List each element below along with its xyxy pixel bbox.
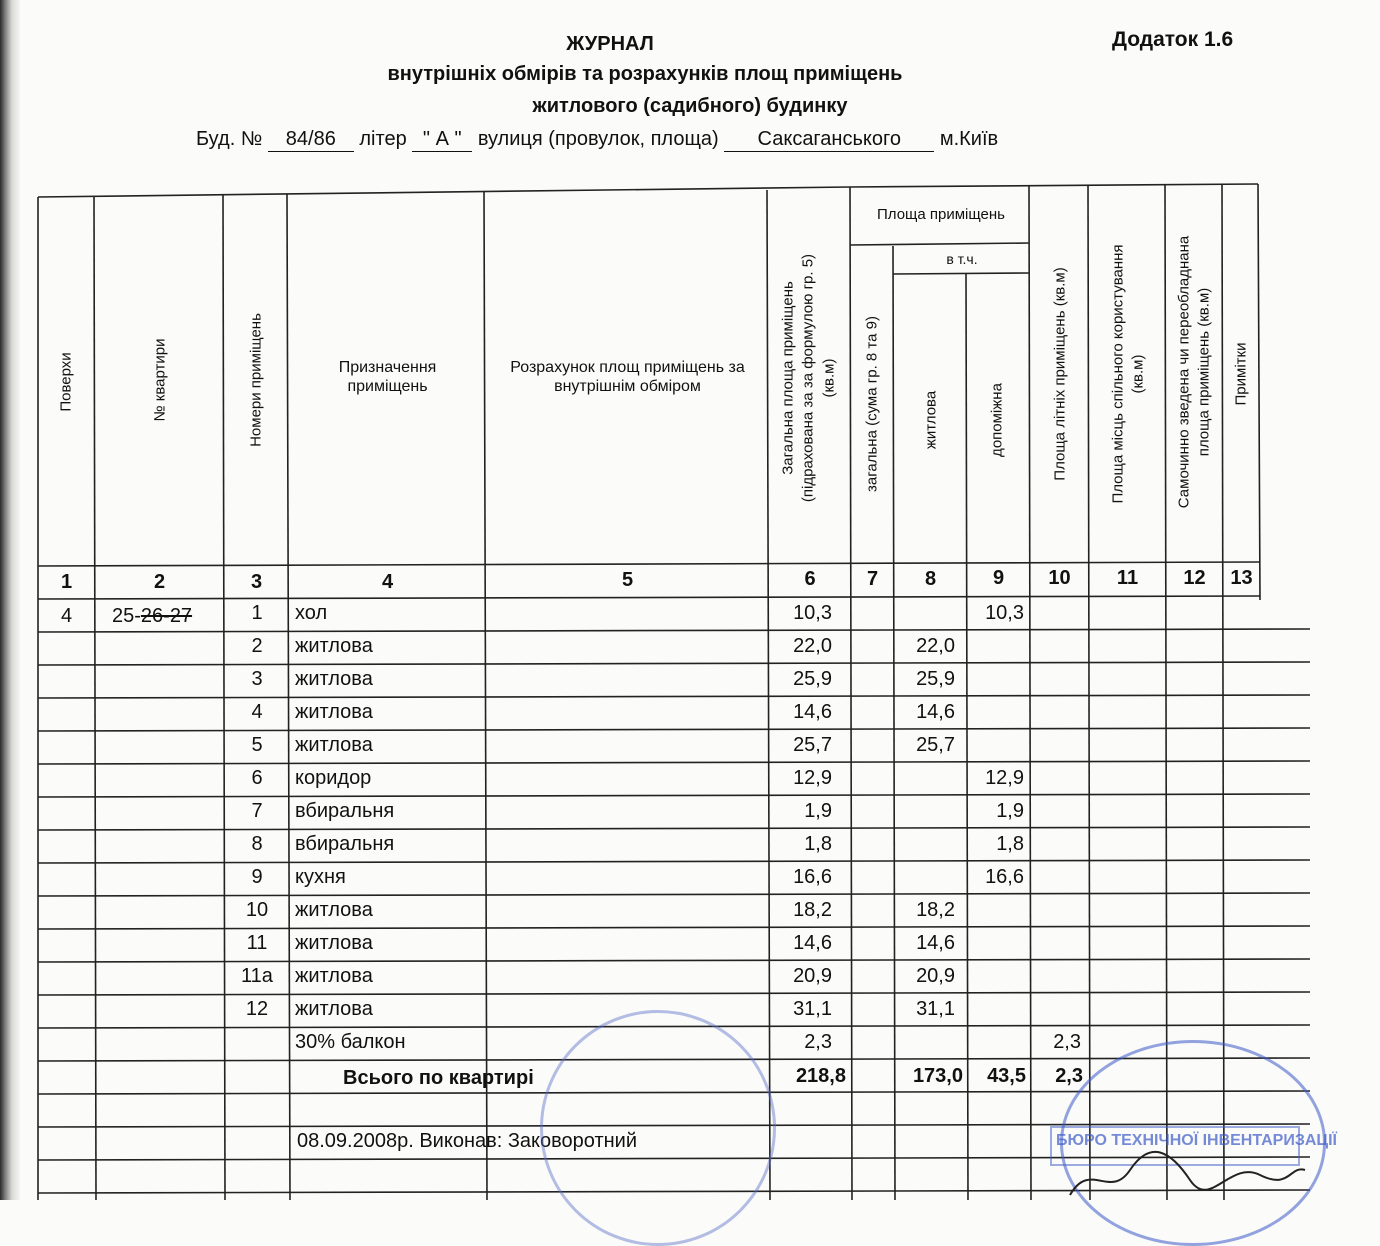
room-purpose: вбиральня xyxy=(295,800,395,822)
room-purpose: житлова xyxy=(295,635,373,657)
apartment-struck: 26-27 xyxy=(140,605,193,627)
header-shared-1: Площа місць спільного користування xyxy=(1109,244,1127,504)
totals-total: 218,8 xyxy=(795,1065,846,1087)
room-number: 11а xyxy=(241,965,273,987)
room-purpose: житлова xyxy=(295,965,373,987)
room-number: 10 xyxy=(245,899,269,921)
col-number: 12 xyxy=(1183,567,1206,589)
room-total-area: 25,7 xyxy=(793,734,832,756)
header-purpose: Призначення приміщень xyxy=(338,359,437,395)
totals-label: Всього по квартирі xyxy=(343,1067,534,1089)
col-number: 3 xyxy=(250,571,263,593)
col-number: 7 xyxy=(866,568,879,590)
room-number: 12 xyxy=(245,998,269,1020)
round-stamp xyxy=(540,1010,776,1246)
liter-label: літер xyxy=(359,128,407,150)
room-total-area: 25,9 xyxy=(793,668,832,690)
room-total-area: 14,6 xyxy=(793,932,832,954)
room-summer-area: 2,3 xyxy=(1053,1031,1081,1053)
header-room-numbers: Номери приміщень xyxy=(247,313,265,447)
room-aux-area: 1,8 xyxy=(996,833,1024,855)
room-living-area: 22,0 xyxy=(916,635,955,657)
room-living-area: 14,6 xyxy=(916,701,955,723)
doc-subtitle-1: внутрішніх обмірів та розрахунків площ приміщень xyxy=(387,63,903,85)
room-living-area: 14,6 xyxy=(916,932,955,954)
header-total-area-2: (підрахована за за формулою гр. 5) xyxy=(799,253,817,503)
room-total-area: 16,6 xyxy=(793,866,832,888)
col-number: 9 xyxy=(992,567,1005,589)
liter-value: " А " xyxy=(412,128,472,152)
col-number: 5 xyxy=(621,569,634,591)
col-number: 2 xyxy=(153,571,166,593)
room-number: 2 xyxy=(251,635,263,657)
room-purpose: житлова xyxy=(295,734,373,756)
room-purpose: житлова xyxy=(295,668,373,690)
header-floors: Поверхи xyxy=(57,352,75,412)
header-unauth-2: площа приміщень (кв.м) xyxy=(1195,287,1213,457)
room-living-area: 20,9 xyxy=(916,965,955,987)
col-number: 6 xyxy=(804,568,816,590)
room-purpose: 30% балкон xyxy=(295,1031,406,1053)
room-total-area: 2,3 xyxy=(804,1031,832,1053)
street-value: Саксаганського xyxy=(724,128,934,152)
room-purpose: вбиральня xyxy=(295,833,395,855)
room-purpose: житлова xyxy=(295,998,373,1020)
stamp-text: БЮРО ТЕХНІЧНОЇ ІНВЕНТАРИЗАЦІЇ xyxy=(1050,1126,1300,1166)
room-total-area: 22,0 xyxy=(793,635,832,657)
appendix-label: Додаток 1.6 xyxy=(1112,28,1234,51)
room-number: 6 xyxy=(251,767,263,789)
header-summer: Площа літніх приміщень (кв.м) xyxy=(1051,267,1069,481)
header-shared-2: (кв.м) xyxy=(1129,354,1147,394)
room-total-area: 18,2 xyxy=(793,899,832,921)
room-living-area: 25,9 xyxy=(916,668,955,690)
floor-value: 4 xyxy=(60,605,73,627)
room-total-area: 1,9 xyxy=(804,800,832,822)
room-purpose: житлова xyxy=(295,932,373,954)
room-number: 1 xyxy=(251,602,263,624)
header-area-group: Площа приміщень xyxy=(877,206,1005,223)
room-aux-area: 12,9 xyxy=(985,767,1024,789)
col-number: 4 xyxy=(381,571,394,593)
room-aux-area: 10,3 xyxy=(985,602,1024,624)
room-living-area: 25,7 xyxy=(916,734,955,756)
apartment-value xyxy=(112,604,192,628)
doc-title: ЖУРНАЛ xyxy=(566,33,654,55)
header-unauth-1: Самочинно зведена чи переобладнана xyxy=(1175,235,1193,509)
room-total-area: 20,9 xyxy=(793,965,832,987)
room-total-area: 1,8 xyxy=(804,833,832,855)
room-number: 8 xyxy=(251,833,263,855)
header-total-area-1: Загальна площа приміщень xyxy=(779,281,797,475)
col-number: 11 xyxy=(1116,567,1139,589)
city: м.Київ xyxy=(939,128,999,150)
apartment-prefix: 25- xyxy=(112,605,141,627)
building-number: 84/86 xyxy=(268,128,354,152)
signature xyxy=(1060,1140,1310,1200)
col-number: 8 xyxy=(924,568,937,590)
room-total-area: 12,9 xyxy=(793,767,832,789)
header-incl: в т.ч. xyxy=(946,251,978,267)
header-living: житлова xyxy=(922,390,940,450)
room-living-area: 31,1 xyxy=(916,998,955,1020)
col-number: 1 xyxy=(60,571,73,593)
room-number: 4 xyxy=(251,701,263,723)
room-number: 9 xyxy=(251,866,263,888)
header-auxiliary: допоміжна xyxy=(988,383,1006,457)
room-number: 11 xyxy=(246,932,268,954)
room-total-area: 31,1 xyxy=(793,998,832,1020)
header-general: загальна (сума гр. 8 та 9) xyxy=(863,316,881,492)
room-number: 7 xyxy=(251,800,263,822)
header-total-area-3: (кв.м) xyxy=(820,358,838,398)
header-notes: Примітки xyxy=(1232,342,1250,406)
room-living-area: 18,2 xyxy=(916,899,955,921)
room-purpose: коридор xyxy=(295,767,372,789)
totals-aux: 43,5 xyxy=(987,1065,1026,1087)
totals-summer: 2,3 xyxy=(1055,1065,1083,1087)
room-aux-area: 16,6 xyxy=(985,866,1024,888)
header-calculation: Розрахунок площ приміщень за внутрішнім обміром xyxy=(510,359,745,395)
doc-subtitle-2: житлового (садибного) будинку xyxy=(532,95,848,117)
room-purpose: житлова xyxy=(295,701,373,723)
room-purpose: кухня xyxy=(295,866,346,888)
room-total-area: 10,3 xyxy=(793,602,832,624)
room-purpose: хол xyxy=(295,602,328,624)
col-number: 13 xyxy=(1230,567,1253,589)
totals-living: 173,0 xyxy=(912,1065,963,1087)
building-label: Буд. № xyxy=(196,128,263,150)
street-label: вулиця (провулок, площа) xyxy=(477,128,719,150)
header-apartment: № квартири xyxy=(151,338,169,422)
room-number: 5 xyxy=(251,734,263,756)
room-purpose: житлова xyxy=(295,899,373,921)
room-aux-area: 1,9 xyxy=(996,800,1024,822)
room-number: 3 xyxy=(251,668,263,690)
room-total-area: 14,6 xyxy=(793,701,832,723)
col-number: 10 xyxy=(1048,567,1071,589)
footer-note: 08.09.2008р. Виконав: Заковоротний xyxy=(297,1130,638,1152)
